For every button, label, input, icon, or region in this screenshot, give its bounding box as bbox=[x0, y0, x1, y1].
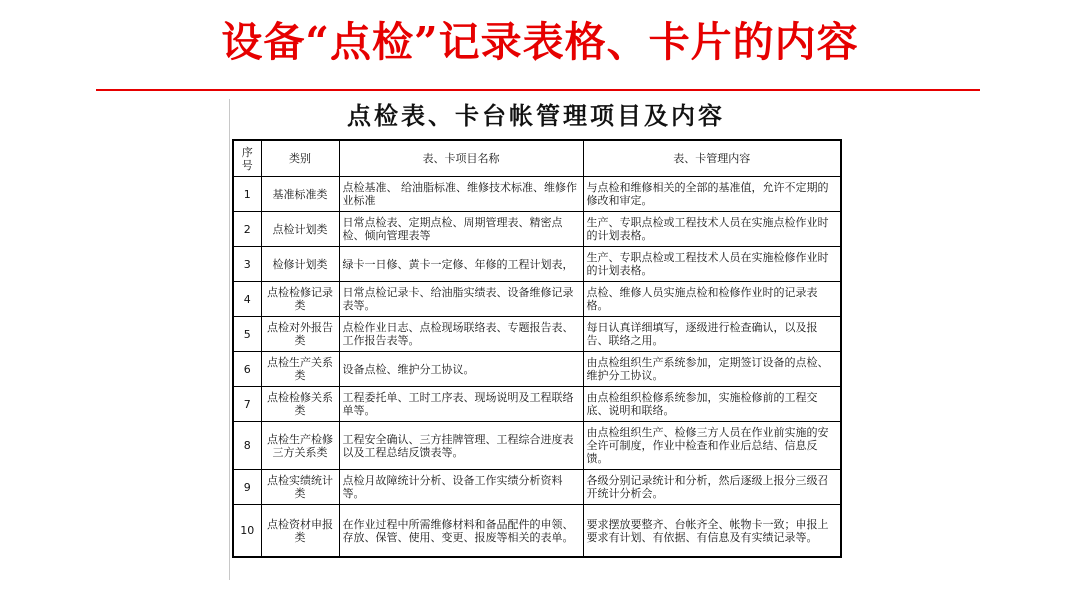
table-row bbox=[233, 422, 841, 470]
title-underline bbox=[96, 89, 980, 91]
row-item-name: 工程委托单、工时工序表、现场说明及工程联络单等。 bbox=[339, 387, 583, 422]
row-item-name: 点检作业日志、点检现场联络表、专题报告表、工作报告表等。 bbox=[339, 317, 583, 352]
table-header-row bbox=[233, 140, 841, 177]
row-category: 点检计划类 bbox=[261, 212, 339, 247]
row-category: 点检生产关系类 bbox=[261, 352, 339, 387]
row-number: 6 bbox=[233, 352, 261, 387]
row-content: 每日认真详细填写，逐级进行检查确认，以及报告、联络之用。 bbox=[583, 317, 841, 352]
row-content: 点检、维修人员实施点检和检修作业时的记录表格。 bbox=[583, 282, 841, 317]
row-number: 1 bbox=[233, 177, 261, 212]
table-row bbox=[233, 505, 841, 558]
table-row bbox=[233, 470, 841, 505]
row-number: 5 bbox=[233, 317, 261, 352]
row-item-name: 日常点检记录卡、给油脂实绩表、设备维修记录表等。 bbox=[339, 282, 583, 317]
row-content: 由点检组织检修系统参加，实施检修前的工程交底、说明和联络。 bbox=[583, 387, 841, 422]
document-heading: 点检表、卡台帐管理项目及内容 bbox=[347, 101, 725, 130]
row-number: 7 bbox=[233, 387, 261, 422]
row-item-name: 点检月故障统计分析、设备工作实绩分析资料等。 bbox=[339, 470, 583, 505]
row-number: 9 bbox=[233, 470, 261, 505]
inspection-table bbox=[232, 139, 842, 558]
slide-title: 设备“点检”记录表格、卡片的内容 bbox=[221, 18, 859, 66]
table-row bbox=[233, 212, 841, 247]
row-category: 点检资材申报类 bbox=[261, 505, 339, 558]
row-content: 各级分别记录统计和分析，然后逐级上报分三级召开统计分析会。 bbox=[583, 470, 841, 505]
row-category: 点检检修关系类 bbox=[261, 387, 339, 422]
row-content: 与点检和维修相关的全部的基准值，允许不定期的修改和审定。 bbox=[583, 177, 841, 212]
row-content: 由点检组织生产系统参加，定期签订设备的点检、维护分工协议。 bbox=[583, 352, 841, 387]
row-number: 4 bbox=[233, 282, 261, 317]
row-content: 生产、专职点检或工程技术人员在实施检修作业时的计划表格。 bbox=[583, 247, 841, 282]
row-item-name: 工程安全确认、三方挂牌管理、工程综合进度表以及工程总结反馈表等。 bbox=[339, 422, 583, 470]
row-number: 10 bbox=[233, 505, 261, 558]
column-header-content: 表、卡管理内容 bbox=[583, 140, 841, 177]
row-content: 要求摆放要整齐、台帐齐全、帐物卡一致；申报上要求有计划、有依据、有信息及有实绩记录等。 bbox=[583, 505, 841, 558]
table-row bbox=[233, 352, 841, 387]
table-row bbox=[233, 177, 841, 212]
row-category: 点检检修记录类 bbox=[261, 282, 339, 317]
table-row bbox=[233, 387, 841, 422]
row-category: 点检对外报告类 bbox=[261, 317, 339, 352]
row-number: 8 bbox=[233, 422, 261, 470]
row-item-name: 设备点检、维护分工协议。 bbox=[339, 352, 583, 387]
row-number: 2 bbox=[233, 212, 261, 247]
table-row bbox=[233, 247, 841, 282]
row-category: 检修计划类 bbox=[261, 247, 339, 282]
table-row bbox=[233, 282, 841, 317]
row-category: 点检生产检修三方关系类 bbox=[261, 422, 339, 470]
column-header-category: 类别 bbox=[261, 140, 339, 177]
row-item-name: 在作业过程中所需维修材料和备品配件的申领、存放、保管、使用、变更、报废等相关的表单。 bbox=[339, 505, 583, 558]
row-category: 基准标准类 bbox=[261, 177, 339, 212]
row-number: 3 bbox=[233, 247, 261, 282]
row-item-name: 绿卡一日修、黄卡一定修、年修的工程计划表， bbox=[339, 247, 583, 282]
column-header-item-name: 表、卡项目名称 bbox=[339, 140, 583, 177]
document-image bbox=[229, 99, 841, 580]
row-content: 由点检组织生产、检修三方人员在作业前实施的安全许可制度，作业中检查和作业后总结、信息反馈。 bbox=[583, 422, 841, 470]
row-content: 生产、专职点检或工程技术人员在实施点检作业时的计划表格。 bbox=[583, 212, 841, 247]
row-item-name: 日常点检表、定期点检、周期管理表、精密点检、倾向管理表等 bbox=[339, 212, 583, 247]
column-header-number: 序号 bbox=[233, 140, 261, 177]
row-item-name: 点检基准、 给油脂标准、维修技术标准、维修作业标准 bbox=[339, 177, 583, 212]
row-category: 点检实绩统计类 bbox=[261, 470, 339, 505]
table-row bbox=[233, 317, 841, 352]
